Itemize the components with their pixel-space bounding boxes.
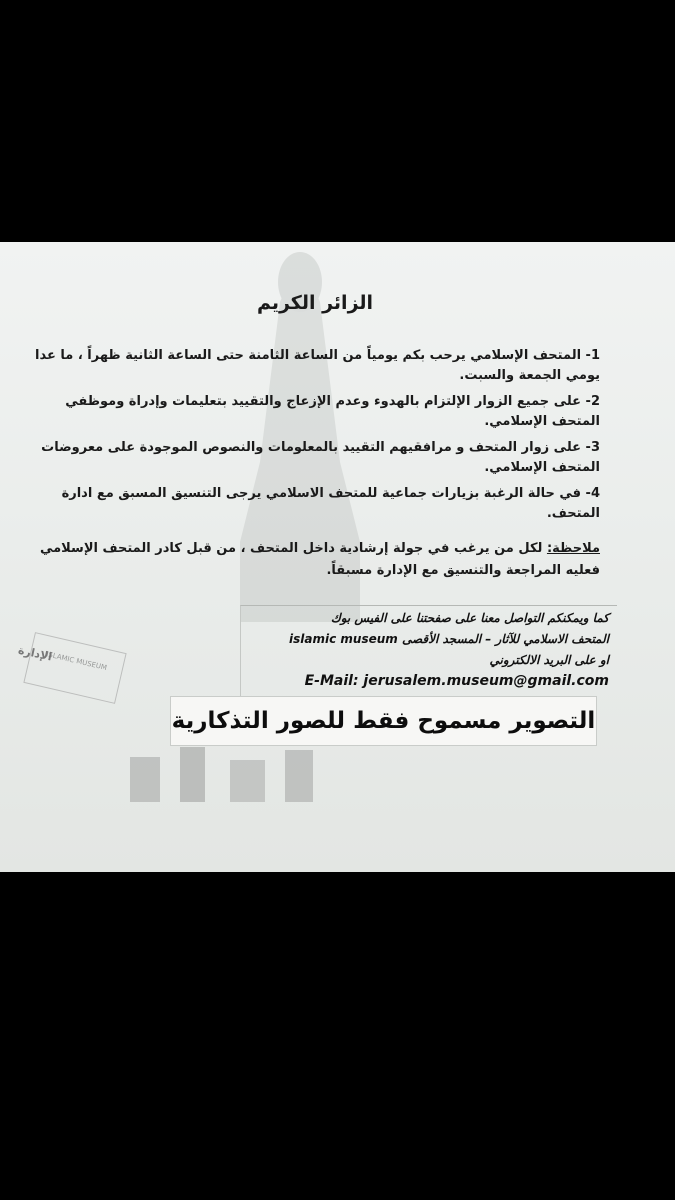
notice-text-block [30, 282, 600, 582]
rule-3: 3- على زوار المتحف و مرافقيهم التقييد بالمعلومات والنصوص الموجودة على معروضات المتحف الإسلامي. [41, 440, 600, 475]
contact-box [240, 605, 617, 696]
contact-page-arabic: المتحف الاسلامي للآثار – المسجد الأقصى [401, 632, 609, 646]
note [30, 538, 600, 582]
rule-1: 1- المتحف الإسلامي يرحب بكم يومياً من الساعة الثامنة حتى الساعة الثانية ظهراً ، ما عدا يومي الجمعة والسبت. [35, 348, 600, 383]
rule-4: 4- في حالة الرغبة بزيارات جماعية للمتحف الاسلامي يرجى التنسيق المسبق مع ادارة المتحف. [61, 486, 600, 521]
note-text: لكل من يرغب في جولة إرشادية داخل المتحف ، من قبل كادر المتحف الإسلامي فعليه المراجعة والتنسيق مع الإدارة مسبقاً. [39, 541, 600, 578]
contact-email-intro: او على البريد الالكتروني [489, 653, 609, 667]
contact-facebook-line: كما ويمكنكم التواصل معنا على صفحتنا على الفيس بوك [330, 611, 609, 625]
contact-page-latin: islamic museum [289, 632, 398, 646]
notice-title: الزائر الكريم [256, 292, 374, 314]
contact-email: E-Mail: jerusalem.museum@gmail.com [304, 673, 609, 689]
stamp-text: ISLAMIC MUSEUM [45, 650, 108, 673]
people-blur [120, 742, 350, 802]
note-label: ملاحظة: [546, 541, 600, 556]
notice-photo [0, 242, 675, 872]
contact-page-name [249, 629, 609, 650]
photography-notice: التصوير مسموح فقط للصور التذكارية [170, 696, 597, 746]
admin-stamp [23, 632, 126, 704]
stamp-word: الإدارة [17, 643, 54, 664]
rule-2: 2- على جميع الزوار الإلتزام بالهدوء وعدم الإزعاج والتقييد بتعليمات وإدراة وموظفي المتحف الإسلامي. [65, 394, 600, 429]
